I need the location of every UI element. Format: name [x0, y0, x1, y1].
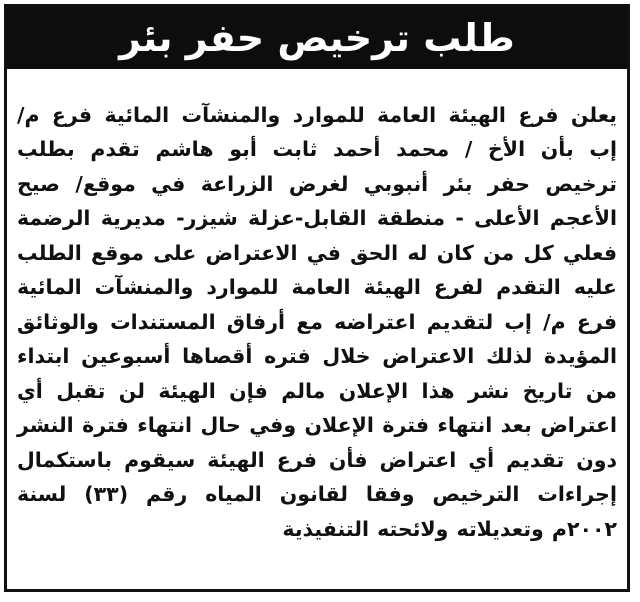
notice-box	[4, 4, 630, 592]
notice-body: يعلن فرع الهيئة العامة للموارد والمنشآت المائية فرع م/ إب بأن الأخ / محمد أحمد ثابت أبو هاشم تقدم بطلب ترخيص حفر بئر أنبوبي لغرض الزراعة في موقع/ صيح الأعجم الأعلى - منطقة القابل-عزلة شيزر- مديرية الرضمة فعلي كل من كان له الحق في الاعتراض على موقع الطلب عليه التقدم لفرع الهيئة العامة للموارد والمنشآت المائية فرع م/ إب لتقديم اعتراضه مع أرفاق المستندات والوثائق المؤيدة لذلك الاعتراض خلال فتره أقصاها أسبوعين ابتداء من تاريخ نشر هذا الإعلان مالم فإن الهيئة لن تقبل أي اعتراض بعد انتهاء فترة الإعلان وفي حال انتهاء فترة النشر دون تقديم أي اعتراض فأن فرع الهيئة سيقوم باستكمال إجراءات الترخيص وفقا لقانون المياه رقم (٣٣) لسنة ٢٠٠٢م وتعديلاته ولائحته التنفيذية	[17, 102, 617, 541]
notice-title: طلب ترخيص حفر بئر	[119, 16, 515, 60]
title-bar	[7, 7, 627, 69]
